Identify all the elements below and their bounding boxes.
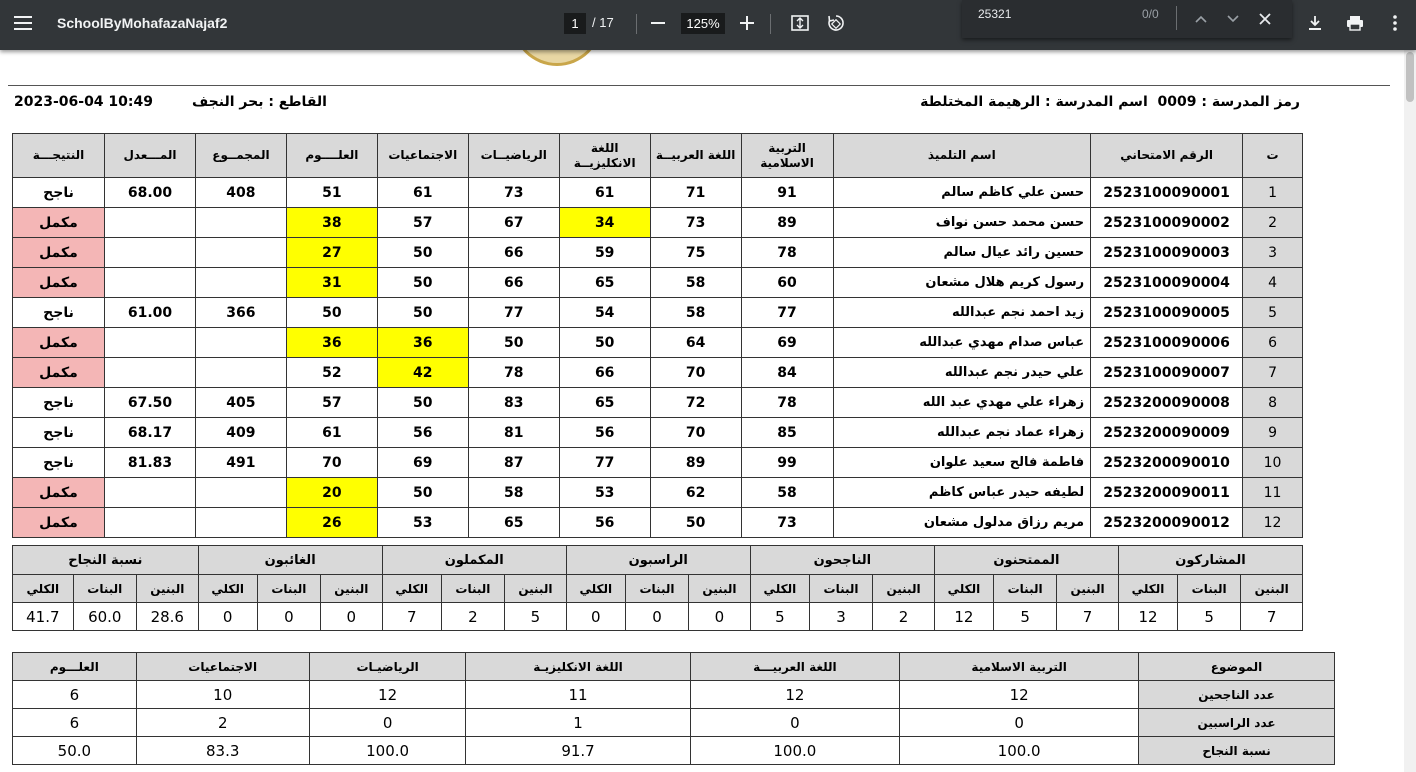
cell-arabic: 62 — [650, 478, 741, 508]
fit-page-icon[interactable] — [783, 6, 817, 40]
statistics-value: 60.0 — [73, 603, 136, 631]
cell-exam: 2523100090005 — [1091, 298, 1243, 328]
statistics-group-header: نسبة النجاح — [13, 546, 199, 575]
statistics-value: 7 — [1241, 603, 1303, 631]
ministry-seal-logo — [512, 50, 602, 66]
cell-math: 58 — [468, 478, 559, 508]
cell-social: 69 — [377, 448, 468, 478]
cell-avg: 68.17 — [105, 418, 196, 448]
cell-result: مكمل — [13, 478, 105, 508]
statistics-subheader: الكلي — [198, 575, 257, 603]
school-code: 0009 — [1157, 94, 1197, 110]
cell-english: 54 — [559, 298, 650, 328]
cell-english: 77 — [559, 448, 650, 478]
subject-header: العلـــوم — [13, 653, 137, 681]
cell-social: 53 — [377, 508, 468, 538]
cell-math: 65 — [468, 508, 559, 538]
subject-value: 2 — [136, 709, 309, 737]
cell-name: فاطمة فالح سعيد علوان — [833, 448, 1091, 478]
cell-name: زهراء عماد نجم عبدالله — [833, 418, 1091, 448]
cell-islamic: 85 — [741, 418, 833, 448]
cell-social: 57 — [377, 208, 468, 238]
subject-header: اللغة الانكليزيـة — [466, 653, 690, 681]
subject-value: 50.0 — [13, 737, 137, 765]
results-table — [12, 133, 1303, 538]
cell-islamic: 73 — [741, 508, 833, 538]
statistics-value: 0 — [198, 603, 257, 631]
cell-total — [195, 508, 286, 538]
cell-exam: 2523100090001 — [1091, 178, 1243, 208]
cell-arabic: 89 — [650, 448, 741, 478]
cell-arabic: 75 — [650, 238, 741, 268]
statistics-value: 2 — [441, 603, 504, 631]
menu-icon[interactable] — [6, 6, 40, 40]
statistics-subheader: البنين — [505, 575, 567, 603]
scrollbar-thumb[interactable] — [1406, 52, 1414, 102]
cell-name: حسن محمد حسن نواف — [833, 208, 1091, 238]
cell-result: مكمل — [13, 238, 105, 268]
statistics-value: 5 — [1178, 603, 1241, 631]
subject-value: 0 — [690, 709, 900, 737]
more-options-icon[interactable] — [1378, 6, 1412, 40]
cell-math: 83 — [468, 388, 559, 418]
subject-value: 12 — [690, 681, 900, 709]
school-code-label: رمز المدرسة : — [1196, 94, 1300, 110]
subject-row-label: نسبة النجاح — [1139, 737, 1335, 765]
download-icon[interactable] — [1298, 6, 1332, 40]
cell-english: 34 — [559, 208, 650, 238]
cell-name: عباس صدام مهدي عبدالله — [833, 328, 1091, 358]
subject-value: 6 — [13, 681, 137, 709]
column-header: المجمــوع — [195, 134, 286, 178]
cell-islamic: 99 — [741, 448, 833, 478]
cell-science: 27 — [286, 238, 377, 268]
column-header: المـــعدل — [105, 134, 196, 178]
cell-social: 36 — [377, 328, 468, 358]
table-row — [13, 508, 1303, 538]
cell-exam: 2523100090007 — [1091, 358, 1243, 388]
statistics-value: 7 — [1057, 603, 1119, 631]
subject-header: الرياضيـات — [309, 653, 466, 681]
subject-value: 12 — [900, 681, 1139, 709]
cell-seq: 5 — [1243, 298, 1303, 328]
statistics-subheader: البنات — [257, 575, 320, 603]
cell-result: مكمل — [13, 358, 105, 388]
find-close-icon[interactable] — [1248, 2, 1282, 36]
column-header: الرياضيــات — [468, 134, 559, 178]
cell-social: 56 — [377, 418, 468, 448]
cell-islamic: 60 — [741, 268, 833, 298]
statistics-subheader: البنين — [873, 575, 935, 603]
subject-value: 12 — [309, 681, 466, 709]
cell-science: 20 — [286, 478, 377, 508]
cell-math: 77 — [468, 298, 559, 328]
statistics-value: 0 — [257, 603, 320, 631]
cell-math: 87 — [468, 448, 559, 478]
statistics-subheader: الكلي — [13, 575, 74, 603]
cell-avg: 81.83 — [105, 448, 196, 478]
subject-value: 91.7 — [466, 737, 690, 765]
statistics-value: 12 — [1118, 603, 1177, 631]
cell-arabic: 70 — [650, 358, 741, 388]
cell-math: 66 — [468, 238, 559, 268]
column-header: ت — [1243, 134, 1303, 178]
cell-science: 26 — [286, 508, 377, 538]
table-row — [13, 208, 1303, 238]
table-row — [13, 238, 1303, 268]
statistics-subheader: البنين — [1241, 575, 1303, 603]
subject-value: 0 — [309, 709, 466, 737]
statistics-subheader: البنات — [441, 575, 504, 603]
cell-math: 81 — [468, 418, 559, 448]
cell-math: 73 — [468, 178, 559, 208]
cell-islamic: 89 — [741, 208, 833, 238]
cell-exam: 2523200090011 — [1091, 478, 1243, 508]
cell-avg: 61.00 — [105, 298, 196, 328]
cell-total — [195, 478, 286, 508]
cell-exam: 2523200090008 — [1091, 388, 1243, 418]
table-row — [13, 418, 1303, 448]
find-divider — [1176, 6, 1177, 30]
subject-value: 10 — [136, 681, 309, 709]
cell-result: ناجح — [13, 298, 105, 328]
cell-result: مكمل — [13, 328, 105, 358]
cell-seq: 9 — [1243, 418, 1303, 448]
find-match-count: 0/0 — [1142, 7, 1159, 21]
cell-english: 61 — [559, 178, 650, 208]
cell-exam: 2523200090009 — [1091, 418, 1243, 448]
cell-arabic: 71 — [650, 178, 741, 208]
statistics-subheader: البنين — [320, 575, 382, 603]
cell-exam: 2523100090004 — [1091, 268, 1243, 298]
toolbar-divider — [636, 14, 637, 34]
cell-exam: 2523200090010 — [1091, 448, 1243, 478]
statistics-subheader: الكلي — [934, 575, 993, 603]
subject-header-label: الموضوع — [1139, 653, 1335, 681]
cell-islamic: 78 — [741, 238, 833, 268]
cell-islamic: 78 — [741, 388, 833, 418]
table-row — [13, 388, 1303, 418]
statistics-value: 0 — [320, 603, 382, 631]
statistics-subheader: الكلي — [382, 575, 441, 603]
cell-science: 50 — [286, 298, 377, 328]
cell-total: 405 — [195, 388, 286, 418]
cell-exam: 2523100090003 — [1091, 238, 1243, 268]
cell-science: 51 — [286, 178, 377, 208]
statistics-subheader: الكلي — [750, 575, 809, 603]
cell-islamic: 77 — [741, 298, 833, 328]
statistics-subheader: البنات — [1178, 575, 1241, 603]
cell-english: 56 — [559, 508, 650, 538]
cell-islamic: 91 — [741, 178, 833, 208]
cell-science: 31 — [286, 268, 377, 298]
find-bar — [962, 0, 1292, 38]
cell-english: 59 — [559, 238, 650, 268]
statistics-value: 3 — [809, 603, 872, 631]
header-divider — [8, 85, 1390, 86]
statistics-value: 28.6 — [136, 603, 198, 631]
cell-arabic: 58 — [650, 268, 741, 298]
statistics-group-header: الغائبون — [198, 546, 382, 575]
statistics-value: 0 — [566, 603, 625, 631]
statistics-subheader: البنات — [809, 575, 872, 603]
cell-name: علي حيدر نجم عبدالله — [833, 358, 1091, 388]
cell-arabic: 58 — [650, 298, 741, 328]
rotate-icon[interactable] — [819, 6, 853, 40]
statistics-subheader: البنين — [1057, 575, 1119, 603]
cell-arabic: 73 — [650, 208, 741, 238]
page-total: / 17 — [592, 15, 614, 30]
statistics-value: 0 — [625, 603, 688, 631]
cell-seq: 4 — [1243, 268, 1303, 298]
school-info — [920, 94, 1300, 110]
school-name: الرهيمة المختلطة — [920, 94, 1041, 110]
cell-math: 67 — [468, 208, 559, 238]
table-row — [13, 737, 1335, 765]
cell-exam: 2523100090002 — [1091, 208, 1243, 238]
statistics-value: 5 — [505, 603, 567, 631]
cell-result: مكمل — [13, 208, 105, 238]
subject-header-row — [13, 653, 1335, 681]
cell-seq: 3 — [1243, 238, 1303, 268]
cell-total — [195, 328, 286, 358]
subject-row-label: عدد الناجحين — [1139, 681, 1335, 709]
cell-avg — [105, 478, 196, 508]
zoom-out-button[interactable] — [641, 6, 675, 40]
cell-name: زيد احمد نجم عبدالله — [833, 298, 1091, 328]
cell-result: ناجح — [13, 178, 105, 208]
cell-math: 50 — [468, 328, 559, 358]
table-row — [13, 268, 1303, 298]
column-header: التربية الاسلامية — [741, 134, 833, 178]
statistics-value: 12 — [934, 603, 993, 631]
column-header: الرقم الامتحاني — [1091, 134, 1243, 178]
cell-math: 66 — [468, 268, 559, 298]
school-name-label: اسم المدرسة : — [1040, 94, 1148, 110]
cell-seq: 7 — [1243, 358, 1303, 388]
cell-arabic: 70 — [650, 418, 741, 448]
cell-name: حسن علي كاظم سالم — [833, 178, 1091, 208]
cell-arabic: 72 — [650, 388, 741, 418]
table-row — [13, 448, 1303, 478]
subject-value: 6 — [13, 709, 137, 737]
cell-avg — [105, 508, 196, 538]
statistics-table — [12, 545, 1303, 631]
pdf-page — [0, 50, 1404, 772]
cell-avg — [105, 238, 196, 268]
cell-arabic: 50 — [650, 508, 741, 538]
table-row — [13, 709, 1335, 737]
cell-avg — [105, 208, 196, 238]
subject-header: اللغة العربيـــة — [690, 653, 900, 681]
cell-total — [195, 238, 286, 268]
statistics-value: 0 — [689, 603, 751, 631]
statistics-value: 5 — [750, 603, 809, 631]
cell-total: 408 — [195, 178, 286, 208]
cell-science: 70 — [286, 448, 377, 478]
cell-science: 61 — [286, 418, 377, 448]
cell-social: 50 — [377, 388, 468, 418]
cell-result: مكمل — [13, 268, 105, 298]
cell-total: 491 — [195, 448, 286, 478]
cell-name: حسين رائد عيال سالم — [833, 238, 1091, 268]
cell-avg — [105, 328, 196, 358]
zoom-in-button[interactable] — [730, 6, 764, 40]
statistics-value: 5 — [993, 603, 1056, 631]
subject-value: 0 — [900, 709, 1139, 737]
subject-row-label: عدد الراسبين — [1139, 709, 1335, 737]
cell-science: 36 — [286, 328, 377, 358]
report-datetime: 2023-06-04 10:49 — [14, 94, 153, 110]
find-input[interactable]: 25321 — [978, 7, 1012, 21]
cell-islamic: 58 — [741, 478, 833, 508]
cell-total: 366 — [195, 298, 286, 328]
pdf-toolbar — [0, 0, 1416, 50]
cell-total — [195, 208, 286, 238]
subject-header: التربية الاسلامية — [900, 653, 1139, 681]
toolbar-divider — [770, 14, 771, 34]
cell-name: لطيفه حيدر عباس كاظم — [833, 478, 1091, 508]
cell-avg: 68.00 — [105, 178, 196, 208]
statistics-subheader: البنات — [73, 575, 136, 603]
table-row — [13, 478, 1303, 508]
statistics-subheader: البنات — [625, 575, 688, 603]
table-row — [13, 178, 1303, 208]
cell-total — [195, 358, 286, 388]
cell-exam: 2523200090012 — [1091, 508, 1243, 538]
cell-math: 78 — [468, 358, 559, 388]
find-next-icon[interactable] — [1216, 2, 1250, 36]
cell-science: 38 — [286, 208, 377, 238]
subject-header: الاجتماعيات — [136, 653, 309, 681]
table-row — [13, 681, 1335, 709]
statistics-subheader: البنات — [993, 575, 1056, 603]
cell-english: 56 — [559, 418, 650, 448]
statistics-group-row — [13, 546, 1303, 575]
cell-islamic: 84 — [741, 358, 833, 388]
cell-seq: 1 — [1243, 178, 1303, 208]
subject-value: 1 — [466, 709, 690, 737]
column-header: اسم التلميذ — [833, 134, 1091, 178]
statistics-group-header: الناجحون — [750, 546, 934, 575]
cell-science: 52 — [286, 358, 377, 388]
cell-social: 50 — [377, 298, 468, 328]
cell-avg — [105, 358, 196, 388]
cell-avg — [105, 268, 196, 298]
table-row — [13, 298, 1303, 328]
subject-value: 83.3 — [136, 737, 309, 765]
page-number-input[interactable]: 1 — [564, 13, 586, 34]
statistics-subheader: البنين — [689, 575, 751, 603]
cell-seq: 6 — [1243, 328, 1303, 358]
statistics-group-header: المشاركون — [1118, 546, 1302, 575]
cell-islamic: 69 — [741, 328, 833, 358]
statistics-subheader: الكلي — [1118, 575, 1177, 603]
results-header-row — [13, 134, 1303, 178]
table-row — [13, 328, 1303, 358]
cell-english: 53 — [559, 478, 650, 508]
sector-label: القاطع : بحر النجف — [192, 94, 327, 110]
cell-social: 50 — [377, 268, 468, 298]
cell-result: ناجح — [13, 448, 105, 478]
statistics-subheader: الكلي — [566, 575, 625, 603]
subject-summary-table — [12, 652, 1335, 765]
statistics-group-header: الراسبون — [566, 546, 750, 575]
cell-exam: 2523100090006 — [1091, 328, 1243, 358]
cell-seq: 8 — [1243, 388, 1303, 418]
column-header: الاجتماعيات — [377, 134, 468, 178]
cell-name: زهراء علي مهدي عبد الله — [833, 388, 1091, 418]
cell-avg: 67.50 — [105, 388, 196, 418]
cell-total — [195, 268, 286, 298]
column-header: اللغة الانكليزيــة — [559, 134, 650, 178]
column-header: النتيجـــة — [13, 134, 105, 178]
cell-science: 57 — [286, 388, 377, 418]
cell-seq: 11 — [1243, 478, 1303, 508]
cell-english: 50 — [559, 328, 650, 358]
cell-arabic: 64 — [650, 328, 741, 358]
statistics-value: 7 — [382, 603, 441, 631]
document-title: SchoolByMohafazaNajaf2 — [57, 15, 228, 31]
cell-seq: 2 — [1243, 208, 1303, 238]
subject-value: 100.0 — [309, 737, 466, 765]
cell-social: 50 — [377, 478, 468, 508]
statistics-group-header: المكملون — [382, 546, 566, 575]
subject-value: 100.0 — [900, 737, 1139, 765]
statistics-group-header: الممتحنون — [934, 546, 1118, 575]
statistics-subheader: البنين — [136, 575, 198, 603]
cell-seq: 10 — [1243, 448, 1303, 478]
cell-english: 65 — [559, 388, 650, 418]
statistics-value: 2 — [873, 603, 935, 631]
vertical-scrollbar[interactable] — [1404, 50, 1416, 772]
cell-english: 66 — [559, 358, 650, 388]
cell-result: ناجح — [13, 418, 105, 448]
print-icon[interactable] — [1338, 6, 1372, 40]
cell-result: مكمل — [13, 508, 105, 538]
find-previous-icon[interactable] — [1184, 2, 1218, 36]
statistics-value-row — [13, 603, 1303, 631]
cell-social: 61 — [377, 178, 468, 208]
statistics-subheader-row — [13, 575, 1303, 603]
zoom-level-input[interactable]: 125% — [681, 13, 725, 34]
subject-value: 11 — [466, 681, 690, 709]
table-row — [13, 358, 1303, 388]
cell-result: ناجح — [13, 388, 105, 418]
statistics-value: 41.7 — [13, 603, 74, 631]
cell-name: مريم رزاق مدلول مشعان — [833, 508, 1091, 538]
cell-social: 42 — [377, 358, 468, 388]
subject-value: 100.0 — [690, 737, 900, 765]
column-header: اللغة العربيــة — [650, 134, 741, 178]
cell-social: 50 — [377, 238, 468, 268]
cell-seq: 12 — [1243, 508, 1303, 538]
cell-english: 65 — [559, 268, 650, 298]
cell-total: 409 — [195, 418, 286, 448]
column-header: العلــــوم — [286, 134, 377, 178]
cell-name: رسول كريم هلال مشعان — [833, 268, 1091, 298]
